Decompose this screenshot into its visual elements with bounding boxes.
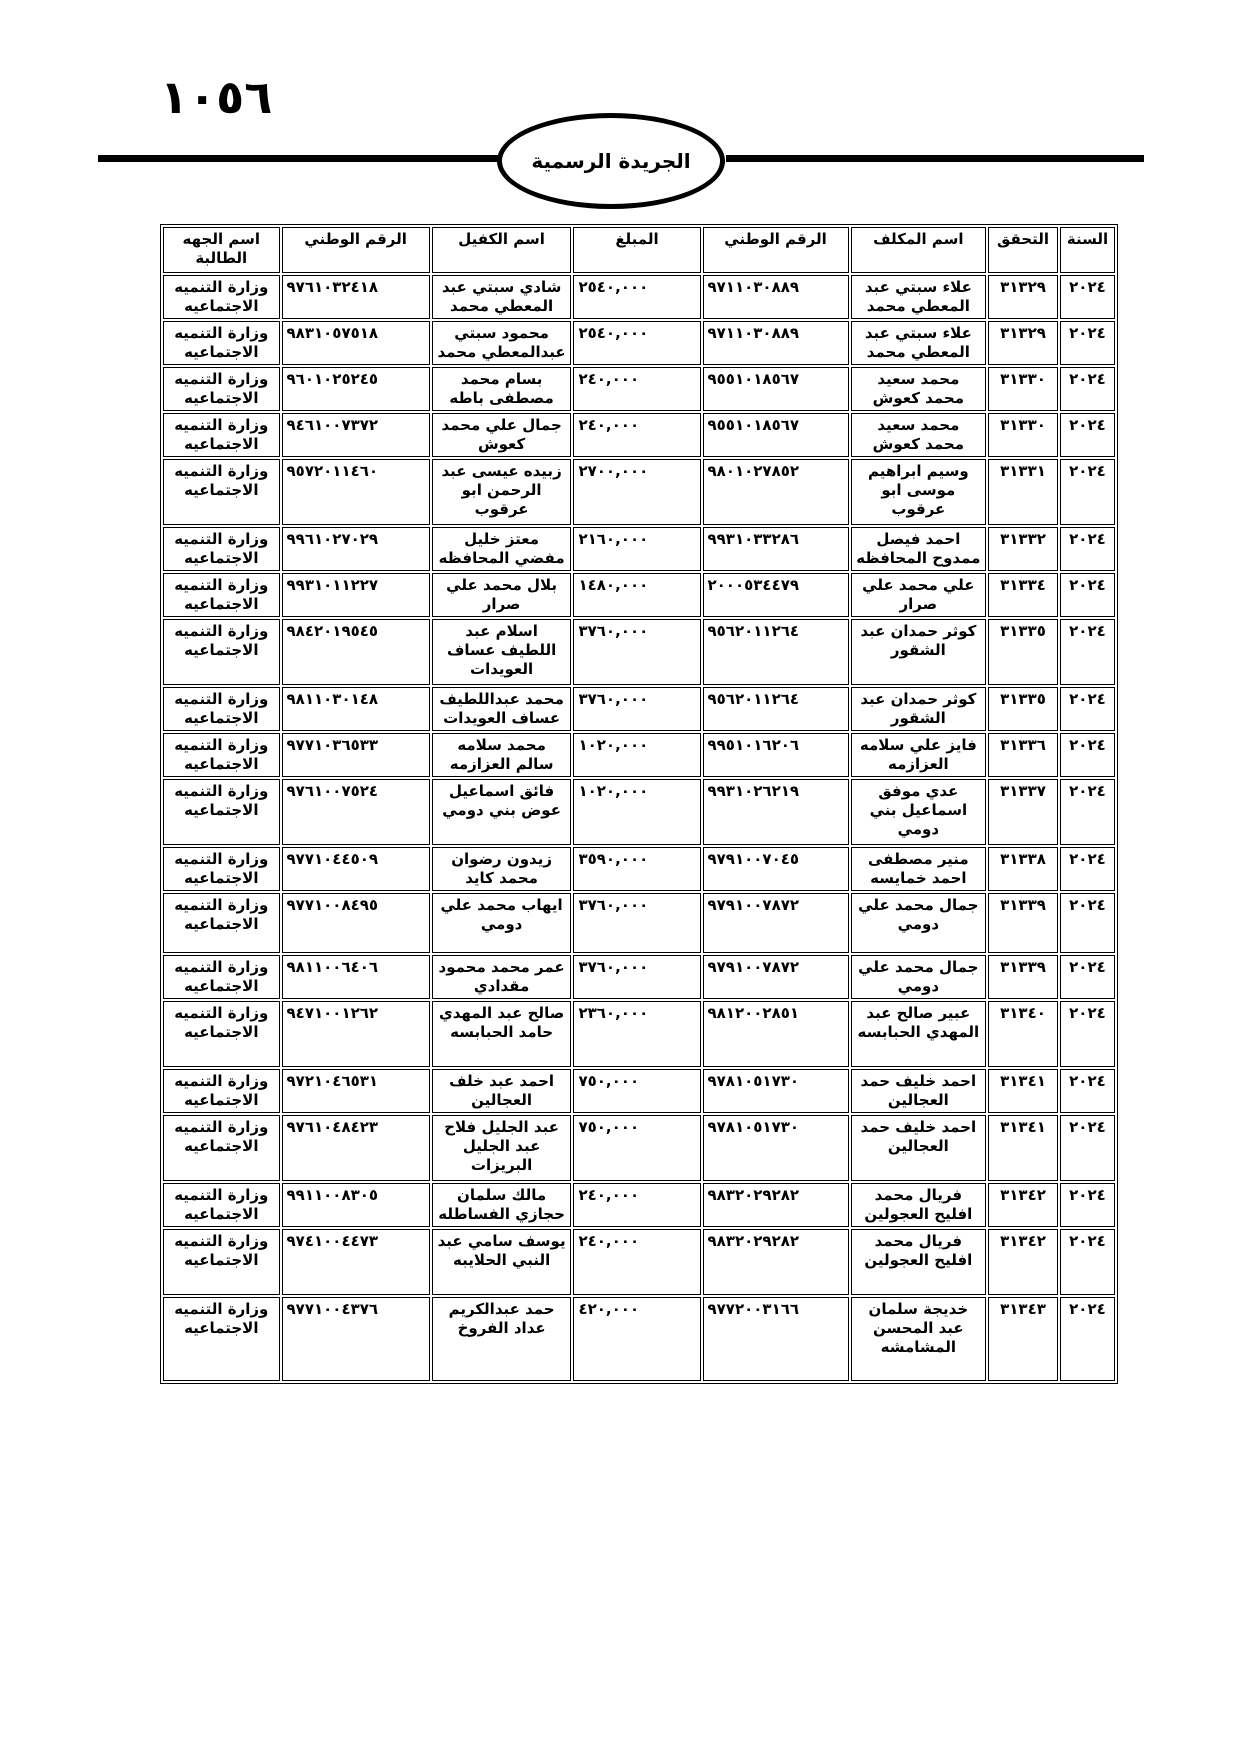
cell-guarantor-nid: ٩٦٠١٠٢٥٢٤٥ (282, 367, 430, 411)
cell-guarantor-nid: ٩٧٧١٠٣٦٥٣٣ (282, 733, 430, 777)
cell-debtor-name: كوثر حمدان عبد الشقور (851, 619, 987, 685)
cell-verification: ٣١٣٢٩ (988, 275, 1058, 319)
cell-debtor-name: فريال محمد افليح العجولين (851, 1183, 987, 1227)
cell-year: ٢٠٢٤ (1060, 619, 1115, 685)
table-row (163, 1115, 1115, 1181)
cell-year: ٢٠٢٤ (1060, 779, 1115, 845)
cell-verification: ٣١٣٤٢ (988, 1183, 1058, 1227)
cell-agency: وزارة التنميه الاجتماعيه (163, 1115, 280, 1181)
cell-year: ٢٠٢٤ (1060, 367, 1115, 411)
cell-guarantor-name: عبد الجليل فلاح عبد الجليل البريزات (432, 1115, 572, 1181)
cell-verification: ٣١٣٣١ (988, 459, 1058, 525)
cell-guarantor-nid: ٩٥٧٢٠١١٤٦٠ (282, 459, 430, 525)
cell-guarantor-nid: ٩٨٣١٠٥٧٥١٨ (282, 321, 430, 365)
page-number: ١٠٥٦ (160, 70, 273, 124)
cell-guarantor-nid: ٩٧٦١٠٤٨٤٢٣ (282, 1115, 430, 1181)
cell-guarantor-name: شادي سبتي عبد المعطي محمد (432, 275, 572, 319)
cell-guarantor-name: محمد سلامه سالم العزازمه (432, 733, 572, 777)
cell-guarantor-nid: ٩٨٤٢٠١٩٥٤٥ (282, 619, 430, 685)
cell-year: ٢٠٢٤ (1060, 733, 1115, 777)
cell-debtor-name: كوثر حمدان عبد الشقور (851, 687, 987, 731)
cell-debtor-name: فايز علي سلامه العزازمه (851, 733, 987, 777)
cell-debtor-nid: ٩٧٩١٠٠٧٨٧٢ (703, 893, 849, 953)
masthead-title: الجريدة الرسمية (531, 149, 691, 173)
table-row (163, 733, 1115, 777)
ledger-table (160, 224, 1118, 1384)
cell-year: ٢٠٢٤ (1060, 413, 1115, 457)
cell-guarantor-name: حمد عبدالكريم عداد الفروخ (432, 1297, 572, 1381)
cell-amount: ٧٥٠,٠٠٠ (573, 1069, 700, 1113)
cell-guarantor-name: زيدون رضوان محمد كايد (432, 847, 572, 891)
cell-debtor-nid: ٩٨٠١٠٢٧٨٥٢ (703, 459, 849, 525)
cell-guarantor-name: بسام محمد مصطفى باطه (432, 367, 572, 411)
cell-debtor-name: جمال محمد علي دومي (851, 955, 987, 999)
table-row (163, 687, 1115, 731)
cell-amount: ٧٥٠,٠٠٠ (573, 1115, 700, 1181)
cell-verification: ٣١٣٣٤ (988, 573, 1058, 617)
cell-debtor-name: وسيم ابراهيم موسى ابو عرقوب (851, 459, 987, 525)
cell-amount: ٣٧٦٠,٠٠٠ (573, 687, 700, 731)
cell-debtor-nid: ٩٥٦٢٠١١٢٦٤ (703, 619, 849, 685)
col-header-guarantor-nid: الرقم الوطني (282, 227, 430, 273)
cell-verification: ٣١٣٣٨ (988, 847, 1058, 891)
cell-amount: ٢١٦٠,٠٠٠ (573, 527, 700, 571)
cell-guarantor-name: محمد عبداللطيف عساف العويدات (432, 687, 572, 731)
cell-debtor-nid: ٩٩٥١٠١٦٢٠٦ (703, 733, 849, 777)
cell-agency: وزارة التنميه الاجتماعيه (163, 847, 280, 891)
cell-verification: ٣١٣٣٠ (988, 413, 1058, 457)
cell-agency: وزارة التنميه الاجتماعيه (163, 367, 280, 411)
table-row (163, 275, 1115, 319)
cell-agency: وزارة التنميه الاجتماعيه (163, 1069, 280, 1113)
cell-debtor-nid: ٩٧١١٠٣٠٨٨٩ (703, 321, 849, 365)
col-header-agency: اسم الجهه الطالبة (163, 227, 280, 273)
cell-agency: وزارة التنميه الاجتماعيه (163, 573, 280, 617)
table-row (163, 1229, 1115, 1295)
cell-guarantor-nid: ٩٧٧١٠٠٨٤٩٥ (282, 893, 430, 953)
col-header-year: السنة (1060, 227, 1115, 273)
cell-guarantor-nid: ٩٧٢١٠٤٦٥٣١ (282, 1069, 430, 1113)
cell-agency: وزارة التنميه الاجتماعيه (163, 893, 280, 953)
cell-debtor-nid: ٩٧١١٠٣٠٨٨٩ (703, 275, 849, 319)
cell-guarantor-name: صالح عبد المهدي حامد الحبابسه (432, 1001, 572, 1067)
cell-verification: ٣١٣٣٥ (988, 687, 1058, 731)
cell-verification: ٣١٣٣٢ (988, 527, 1058, 571)
cell-amount: ٢٤٠,٠٠٠ (573, 367, 700, 411)
cell-year: ٢٠٢٤ (1060, 573, 1115, 617)
cell-verification: ٣١٣٣٩ (988, 955, 1058, 999)
cell-verification: ٣١٣٤٣ (988, 1297, 1058, 1381)
cell-verification: ٣١٣٣٧ (988, 779, 1058, 845)
cell-guarantor-name: محمود سبتي عبدالمعطي محمد (432, 321, 572, 365)
cell-amount: ١٠٢٠,٠٠٠ (573, 733, 700, 777)
cell-debtor-nid: ٩٧٨١٠٥١٧٣٠ (703, 1069, 849, 1113)
table-row (163, 1297, 1115, 1381)
table-row (163, 1069, 1115, 1113)
table-row (163, 1001, 1115, 1067)
table-row (163, 573, 1115, 617)
cell-guarantor-name: معتز خليل مفضي المحافظه (432, 527, 572, 571)
cell-agency: وزارة التنميه الاجتماعيه (163, 687, 280, 731)
table-row (163, 893, 1115, 953)
cell-amount: ٢٣٦٠,٠٠٠ (573, 1001, 700, 1067)
ledger-body (163, 275, 1115, 1381)
cell-amount: ٣٧٦٠,٠٠٠ (573, 893, 700, 953)
col-header-debtor-nid: الرقم الوطني (703, 227, 849, 273)
cell-debtor-nid: ٩٥٦٢٠١١٢٦٤ (703, 687, 849, 731)
cell-debtor-name: منير مصطفى احمد خمايسه (851, 847, 987, 891)
cell-guarantor-nid: ٩٧٧١٠٠٤٣٧٦ (282, 1297, 430, 1381)
cell-year: ٢٠٢٤ (1060, 321, 1115, 365)
cell-debtor-name: احمد خليف حمد العجالين (851, 1115, 987, 1181)
cell-debtor-name: علاء سبتي عبد المعطي محمد (851, 275, 987, 319)
table-row (163, 459, 1115, 525)
cell-guarantor-nid: ٩٨١١٠٠٦٤٠٦ (282, 955, 430, 999)
ledger-table-container (160, 224, 1118, 1384)
table-row (163, 413, 1115, 457)
cell-amount: ٢٧٠٠,٠٠٠ (573, 459, 700, 525)
cell-debtor-name: عبير صالح عبد المهدي الحبابسه (851, 1001, 987, 1067)
cell-verification: ٣١٣٣٩ (988, 893, 1058, 953)
cell-verification: ٣١٣٤١ (988, 1069, 1058, 1113)
cell-debtor-name: عدي موفق اسماعيل بني دومي (851, 779, 987, 845)
cell-year: ٢٠٢٤ (1060, 955, 1115, 999)
cell-agency: وزارة التنميه الاجتماعيه (163, 1297, 280, 1381)
cell-amount: ١٤٨٠,٠٠٠ (573, 573, 700, 617)
cell-verification: ٣١٣٤٢ (988, 1229, 1058, 1295)
cell-debtor-nid: ٩٧٩١٠٠٧٨٧٢ (703, 955, 849, 999)
cell-guarantor-name: احمد عبد خلف العجالين (432, 1069, 572, 1113)
cell-debtor-nid: ٢٠٠٠٥٣٤٤٧٩ (703, 573, 849, 617)
col-header-amount: المبلغ (573, 227, 700, 273)
cell-debtor-nid: ٩٩٣١٠٣٣٢٨٦ (703, 527, 849, 571)
cell-amount: ٢٤٠,٠٠٠ (573, 413, 700, 457)
cell-verification: ٣١٣٣٠ (988, 367, 1058, 411)
cell-agency: وزارة التنميه الاجتماعيه (163, 459, 280, 525)
cell-debtor-name: علاء سبتي عبد المعطي محمد (851, 321, 987, 365)
cell-debtor-nid: ٩٨٣٢٠٢٩٢٨٢ (703, 1229, 849, 1295)
cell-year: ٢٠٢٤ (1060, 893, 1115, 953)
cell-agency: وزارة التنميه الاجتماعيه (163, 275, 280, 319)
cell-year: ٢٠٢٤ (1060, 1183, 1115, 1227)
cell-amount: ٣٥٩٠,٠٠٠ (573, 847, 700, 891)
cell-guarantor-nid: ٩٩٦١٠٢٧٠٢٩ (282, 527, 430, 571)
cell-debtor-nid: ٩٩٣١٠٢٦٢١٩ (703, 779, 849, 845)
cell-debtor-nid: ٩٥٥١٠١٨٥٦٧ (703, 367, 849, 411)
cell-debtor-name: خديجة سلمان عبد المحسن المشامشه (851, 1297, 987, 1381)
cell-year: ٢٠٢٤ (1060, 1115, 1115, 1181)
cell-agency: وزارة التنميه الاجتماعيه (163, 1001, 280, 1067)
cell-agency: وزارة التنميه الاجتماعيه (163, 619, 280, 685)
masthead-rule-left (98, 155, 498, 162)
cell-debtor-name: محمد سعيد محمد كعوش (851, 413, 987, 457)
table-header-row (163, 227, 1115, 273)
table-row (163, 955, 1115, 999)
cell-year: ٢٠٢٤ (1060, 687, 1115, 731)
cell-agency: وزارة التنميه الاجتماعيه (163, 413, 280, 457)
cell-guarantor-nid: ٩٩٣١٠١١٢٢٧ (282, 573, 430, 617)
cell-agency: وزارة التنميه الاجتماعيه (163, 1183, 280, 1227)
cell-guarantor-name: فائق اسماعيل عوض بني دومي (432, 779, 572, 845)
cell-guarantor-nid: ٩٧٤١٠٠٤٤٧٣ (282, 1229, 430, 1295)
cell-year: ٢٠٢٤ (1060, 459, 1115, 525)
cell-debtor-nid: ٩٧٩١٠٠٧٠٤٥ (703, 847, 849, 891)
cell-debtor-name: فريال محمد افليح العجولين (851, 1229, 987, 1295)
cell-guarantor-nid: ٩٨١١٠٣٠١٤٨ (282, 687, 430, 731)
cell-guarantor-nid: ٩٧٧١٠٤٤٥٠٩ (282, 847, 430, 891)
cell-amount: ٢٥٤٠,٠٠٠ (573, 321, 700, 365)
col-header-verification: التحقق (988, 227, 1058, 273)
cell-guarantor-name: ايهاب محمد علي دومي (432, 893, 572, 953)
cell-amount: ٢٤٠,٠٠٠ (573, 1183, 700, 1227)
cell-debtor-nid: ٩٨١٢٠٠٢٨٥١ (703, 1001, 849, 1067)
cell-guarantor-name: يوسف سامي عبد النبي الحلايبه (432, 1229, 572, 1295)
cell-amount: ٢٤٠,٠٠٠ (573, 1229, 700, 1295)
table-row (163, 321, 1115, 365)
cell-year: ٢٠٢٤ (1060, 275, 1115, 319)
cell-guarantor-nid: ٩٧٦١٠٣٢٤١٨ (282, 275, 430, 319)
cell-agency: وزارة التنميه الاجتماعيه (163, 955, 280, 999)
cell-guarantor-nid: ٩٤٦١٠٠٧٣٧٢ (282, 413, 430, 457)
cell-debtor-nid: ٩٥٥١٠١٨٥٦٧ (703, 413, 849, 457)
table-row (163, 779, 1115, 845)
table-row (163, 619, 1115, 685)
cell-year: ٢٠٢٤ (1060, 527, 1115, 571)
cell-guarantor-nid: ٩٤٧١٠٠١٢٦٢ (282, 1001, 430, 1067)
cell-year: ٢٠٢٤ (1060, 1069, 1115, 1113)
cell-guarantor-name: عمر محمد محمود مقدادي (432, 955, 572, 999)
cell-debtor-name: احمد خليف حمد العجالين (851, 1069, 987, 1113)
cell-year: ٢٠٢٤ (1060, 1001, 1115, 1067)
cell-amount: ١٠٢٠,٠٠٠ (573, 779, 700, 845)
masthead-rule-right (726, 155, 1144, 162)
cell-verification: ٣١٣٣٦ (988, 733, 1058, 777)
cell-year: ٢٠٢٤ (1060, 847, 1115, 891)
cell-agency: وزارة التنميه الاجتماعيه (163, 779, 280, 845)
cell-guarantor-nid: ٩٩١١٠٠٨٣٠٥ (282, 1183, 430, 1227)
cell-verification: ٣١٣٣٥ (988, 619, 1058, 685)
cell-debtor-name: علي محمد علي صرار (851, 573, 987, 617)
cell-guarantor-nid: ٩٧٦١٠٠٧٥٢٤ (282, 779, 430, 845)
cell-debtor-name: محمد سعيد محمد كعوش (851, 367, 987, 411)
cell-amount: ٣٧٦٠,٠٠٠ (573, 619, 700, 685)
cell-verification: ٣١٣٤١ (988, 1115, 1058, 1181)
cell-year: ٢٠٢٤ (1060, 1229, 1115, 1295)
cell-guarantor-name: زبيده عيسى عبد الرحمن ابو عرقوب (432, 459, 572, 525)
cell-verification: ٣١٣٢٩ (988, 321, 1058, 365)
cell-amount: ٢٥٤٠,٠٠٠ (573, 275, 700, 319)
masthead-oval (497, 113, 725, 209)
col-header-guarantor-name: اسم الكفيل (432, 227, 572, 273)
cell-verification: ٣١٣٤٠ (988, 1001, 1058, 1067)
cell-guarantor-name: اسلام عبد اللطيف عساف العويدات (432, 619, 572, 685)
table-row (163, 367, 1115, 411)
cell-agency: وزارة التنميه الاجتماعيه (163, 527, 280, 571)
cell-debtor-nid: ٩٨٣٢٠٢٩٢٨٢ (703, 1183, 849, 1227)
cell-agency: وزارة التنميه الاجتماعيه (163, 733, 280, 777)
cell-agency: وزارة التنميه الاجتماعيه (163, 321, 280, 365)
table-row (163, 847, 1115, 891)
cell-amount: ٤٢٠,٠٠٠ (573, 1297, 700, 1381)
cell-guarantor-name: مالك سلمان حجازي الفساطله (432, 1183, 572, 1227)
cell-year: ٢٠٢٤ (1060, 1297, 1115, 1381)
cell-amount: ٣٧٦٠,٠٠٠ (573, 955, 700, 999)
cell-agency: وزارة التنميه الاجتماعيه (163, 1229, 280, 1295)
cell-debtor-nid: ٩٧٨١٠٥١٧٣٠ (703, 1115, 849, 1181)
cell-debtor-nid: ٩٧٧٢٠٠٣١٦٦ (703, 1297, 849, 1381)
cell-debtor-name: جمال محمد علي دومي (851, 893, 987, 953)
col-header-debtor-name: اسم المكلف (851, 227, 987, 273)
cell-guarantor-name: بلال محمد علي صرار (432, 573, 572, 617)
table-row (163, 1183, 1115, 1227)
table-row (163, 527, 1115, 571)
cell-debtor-name: احمد فيصل ممدوح المحافظه (851, 527, 987, 571)
cell-guarantor-name: جمال علي محمد كعوش (432, 413, 572, 457)
